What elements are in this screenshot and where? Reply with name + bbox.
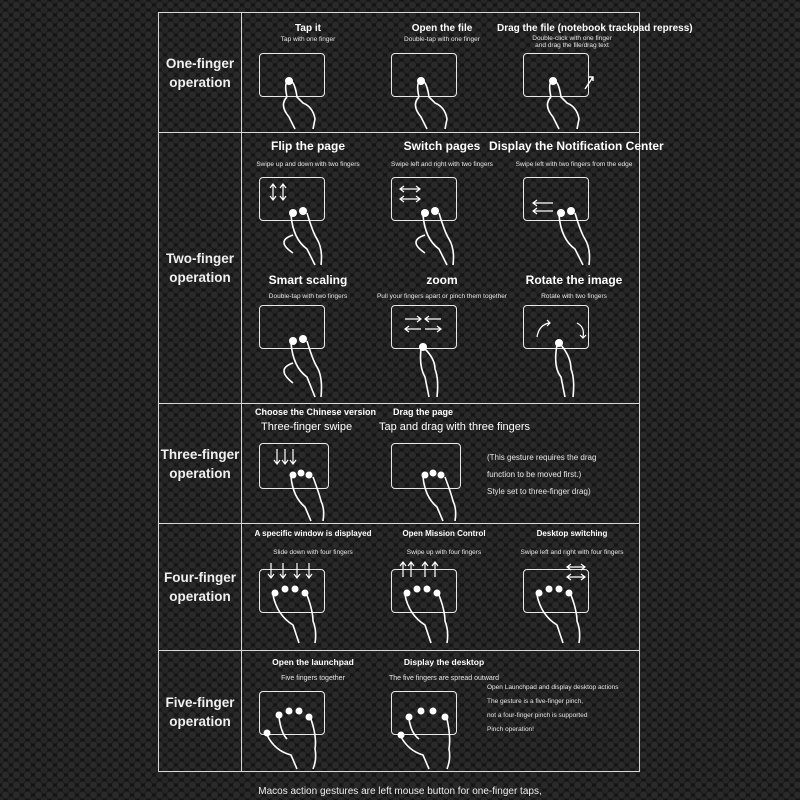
gesture-notification-center [489,137,664,267]
gesture-zoom [377,271,507,401]
hand-five-finger-pinch-icon [261,693,341,769]
column-divider [241,13,242,771]
three-finger-note: (This gesture requires the drag function to be moved first.) Style set to three-finger drag) [487,453,597,496]
gesture-desktop-switching [505,529,639,649]
gesture-launchpad [243,655,383,771]
gesture-title: A specific window is displayed [254,529,372,538]
gesture-title: Drag the page [393,407,454,417]
gesture-description: Swipe left with two fingers from the edge [515,161,633,168]
gesture-smart-scaling [243,271,373,401]
hand-one-finger-icon [273,69,343,129]
gesture-description: Swipe up with four fingers [406,549,482,556]
row-label-one-finger: One-finger operation [165,55,235,90]
caption: Macos action gestures are left mouse button for one-finger taps, [258,786,542,797]
gesture-description: The five fingers are spread outward [388,675,500,682]
gesture-title: Rotate the image [525,273,623,287]
hand-four-finger-down-icon [263,559,343,643]
hand-two-finger-vertical-icon [263,179,343,269]
gesture-title: Smart scaling [268,273,348,287]
hand-rotate-icon [527,307,607,401]
hand-four-finger-up-icon [395,559,475,643]
gesture-description: Double-tap with two fingers [268,293,348,300]
gesture-description: Double-click with one finger [532,35,612,42]
gesture-flip-page [243,137,373,267]
gesture-description: Slide down with four fingers [273,549,353,556]
row-label-two-finger: Two-finger operation [166,251,234,285]
gesture-title: Drag the file (notebook trackpad repress) [497,23,693,34]
gesture-window-displayed [243,529,383,649]
hand-three-finger-icon [399,445,479,521]
gesture-description: Swipe left and right with two fingers [391,161,493,168]
gesture-tap [243,19,373,129]
gesture-title: zoom [426,273,458,287]
hand-edge-swipe-icon [527,179,607,269]
hand-one-finger-icon [405,69,475,129]
gesture-title: Open the file [411,23,473,34]
gesture-title: Switch pages [403,139,481,153]
gesture-description: and drag the file/drag text [535,42,609,49]
gesture-description: Pull your fingers apart or pinch them together [376,293,508,300]
gesture-table [158,12,693,772]
gesture-title: Open Mission Control [402,529,486,538]
five-finger-note: Open Launchpad and display desktop actions The gesture is a five-finger pinch, not a four-finger pinch is supported Pinch operation! [487,684,619,733]
gesture-open-file [377,19,507,129]
gesture-description: Three-finger swipe [261,421,353,433]
gesture-title: Display the Notification Center [489,139,664,153]
gesture-rotate-image [509,271,639,401]
gesture-description: Rotate with two fingers [541,293,607,300]
gesture-drag-file [497,19,693,129]
hand-pinch-icon [395,307,475,401]
gesture-description: Double-tap with one finger [404,36,480,43]
gesture-description: Swipe left and right with four fingers [520,549,624,556]
gesture-mission-control [377,529,511,649]
gesture-description: Tap and drag with three fingers [379,421,531,433]
row-label-three-finger: Three-finger operation [160,446,240,481]
gesture-title: Flip the page [270,139,345,153]
gesture-title: Desktop switching [536,529,608,538]
gesture-switch-pages [377,137,507,267]
gesture-description: Tap with one finger [280,36,336,43]
hand-five-finger-spread-icon [393,693,473,769]
gesture-title: Display the desktop [403,657,485,667]
gesture-description: Swipe up and down with two fingers [256,161,360,168]
row-label-four-finger: Four-finger operation [164,570,236,604]
gesture-description: Five fingers together [281,675,345,682]
hand-two-finger-horizontal-icon [395,179,475,269]
gesture-title: Open the launchpad [272,657,354,667]
hand-three-finger-icon [267,445,347,521]
gesture-title: Tap it [295,23,321,34]
hand-two-finger-tap-icon [263,307,343,401]
hand-drag-icon [537,69,607,129]
row-label-five-finger: Five-finger operation [165,695,235,729]
gesture-title: Choose the Chinese version [255,407,377,417]
hand-four-finger-horizontal-icon [527,559,607,643]
